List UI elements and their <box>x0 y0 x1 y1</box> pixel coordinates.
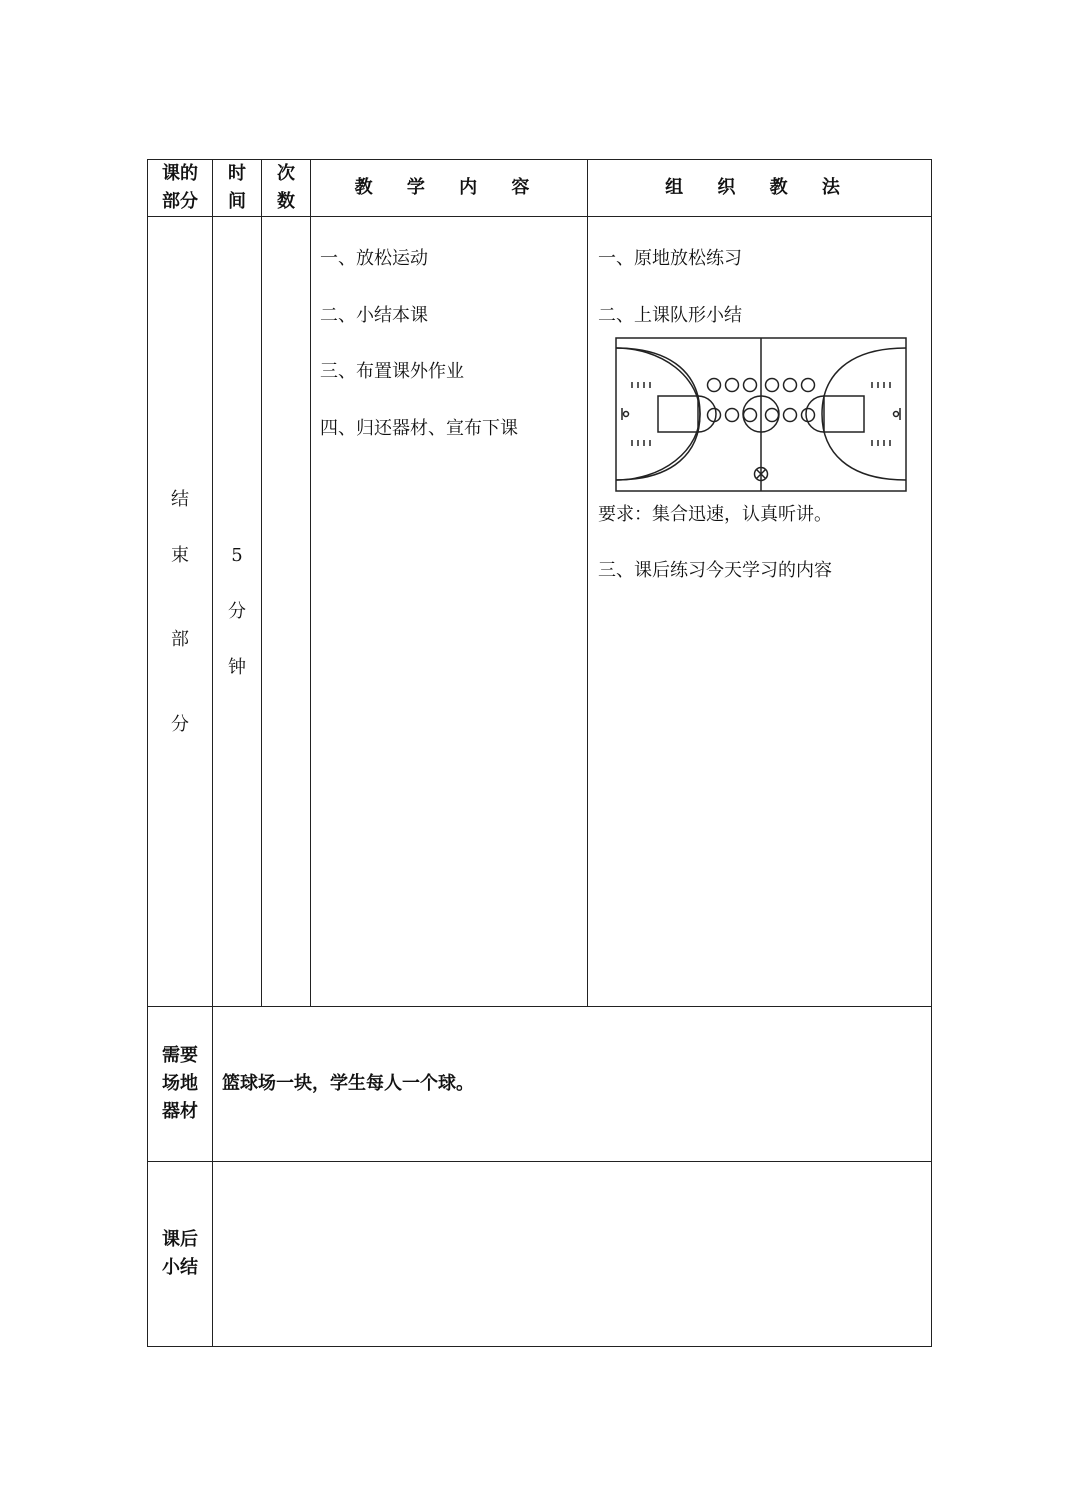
court-left-key <box>658 396 698 432</box>
col-divider-2 <box>261 159 262 1007</box>
student-marker <box>784 409 797 422</box>
ending-part-char-2: 束 <box>171 545 189 566</box>
ending-time-char-3: 钟 <box>228 657 246 678</box>
student-marker <box>766 379 779 392</box>
student-marker <box>802 409 815 422</box>
header-section-label-2: 部分 <box>162 191 198 212</box>
ending-part-char-1: 结 <box>171 489 189 510</box>
table-border-left <box>147 159 148 1347</box>
equipment-label-line-1: 需要 <box>162 1045 198 1066</box>
content-item-1: 一、放松运动 <box>320 248 428 269</box>
ending-time-char-2: 分 <box>228 601 246 622</box>
method-item-1: 一、原地放松练习 <box>598 248 742 269</box>
col-divider-3 <box>310 159 311 1007</box>
student-marker <box>708 409 721 422</box>
method-item-3: 三、课后练习今天学习的内容 <box>598 560 832 581</box>
student-marker <box>726 379 739 392</box>
header-time-label-2: 间 <box>228 191 246 212</box>
header-count-label-2: 数 <box>277 191 295 212</box>
content-item-2: 二、小结本课 <box>320 305 428 326</box>
header-section-label-1: 课的 <box>162 163 198 184</box>
content-item-3: 三、布置课外作业 <box>320 361 464 382</box>
student-marker <box>744 409 757 422</box>
basketball-court-diagram <box>614 336 908 493</box>
summary-label-line-2: 小结 <box>162 1257 198 1278</box>
header-time-label-1: 时 <box>228 163 246 184</box>
ending-part-char-4: 分 <box>171 714 189 735</box>
student-marker <box>802 379 815 392</box>
col-divider-4 <box>587 159 588 1007</box>
student-marker <box>708 379 721 392</box>
ending-time-char-1: 5 <box>231 545 243 566</box>
student-marker <box>726 409 739 422</box>
ending-bottom-line <box>147 1006 932 1007</box>
content-item-4: 四、归还器材、宣布下课 <box>320 418 518 439</box>
student-marker <box>744 379 757 392</box>
court-right-key <box>824 396 864 432</box>
ending-part-char-3: 部 <box>171 629 189 650</box>
header-count-label-1: 次 <box>277 163 295 184</box>
method-requirement: 要求：集合迅速，认真听讲。 <box>598 504 832 525</box>
equipment-text: 篮球场一块，学生每人一个球。 <box>222 1073 474 1094</box>
student-marker <box>766 409 779 422</box>
equipment-bottom-line <box>147 1161 932 1162</box>
header-content-label: 教 学 内 容 <box>354 177 544 198</box>
col-divider-1 <box>212 159 213 1347</box>
equipment-label-line-3: 器材 <box>162 1101 198 1122</box>
court-left-hoop <box>624 412 629 417</box>
table-border-right <box>931 159 932 1347</box>
summary-label-line-1: 课后 <box>162 1229 198 1250</box>
table-border-bottom <box>147 1346 932 1347</box>
student-marker <box>784 379 797 392</box>
header-method-label: 组 织 教 法 <box>665 177 854 198</box>
equipment-label-line-2: 场地 <box>162 1073 198 1094</box>
method-item-2: 二、上课队形小结 <box>598 305 742 326</box>
court-right-hoop <box>894 412 899 417</box>
header-bottom-line <box>147 216 932 217</box>
